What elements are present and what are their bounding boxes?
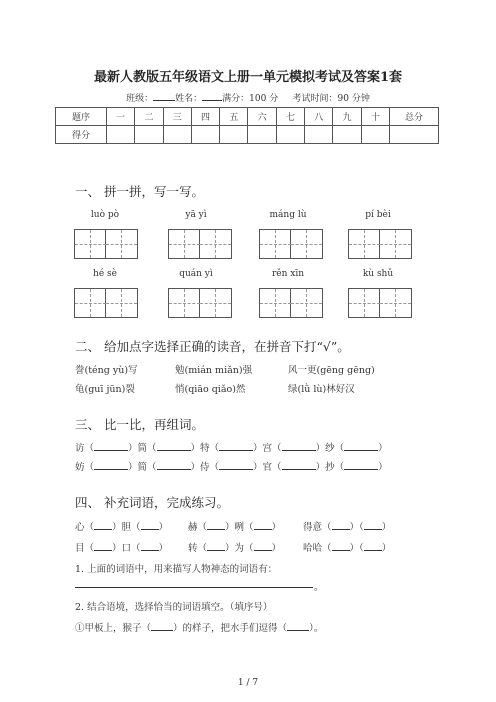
score-header-cell: 七 <box>276 108 304 126</box>
char-label: ）特（ <box>190 443 220 454</box>
section2-heading: 二、 给加点字选择正确的读音，在拼音下打“√”。 <box>75 339 350 354</box>
writing-grid[interactable] <box>259 288 323 318</box>
score-table-header-row <box>56 108 439 126</box>
idiom-part: 心（ <box>75 522 95 533</box>
score-header-cell: 一 <box>107 108 135 126</box>
answer-blank[interactable] <box>282 441 316 451</box>
reading-choice[interactable]: 绿(lǜ lù)林好汉 <box>288 384 355 395</box>
char-label: ）抄（ <box>315 462 345 473</box>
score-cell[interactable] <box>276 126 304 144</box>
writing-grid[interactable] <box>74 288 138 318</box>
pinyin-label: luò pò <box>90 210 120 220</box>
reading-choice[interactable]: 誊(téng yù)写 <box>75 365 138 376</box>
question-1: 1. 上面的词语中，用来描写人物神态的词语有： <box>75 564 278 575</box>
reading-choice[interactable]: 悄(qiāo qiǎo)然 <box>175 384 246 395</box>
pinyin-label: yā yì <box>185 210 207 220</box>
score-header-cell: 五 <box>220 108 248 126</box>
answer-blank[interactable] <box>207 520 225 530</box>
writing-grid[interactable] <box>74 229 138 259</box>
question-2: 2. 结合语境，选择恰当的词语填空。（填序号） <box>75 602 273 613</box>
char-label: 妨（ <box>75 462 95 473</box>
compare-line-1 <box>75 440 388 454</box>
score-cell[interactable] <box>220 126 248 144</box>
exam-time: 考试时间：90 分钟 <box>292 94 370 104</box>
answer-blank[interactable] <box>94 441 128 451</box>
answer-blank[interactable] <box>364 541 382 551</box>
answer-blank[interactable] <box>254 520 272 530</box>
answer-blank[interactable] <box>344 441 378 451</box>
answer-blank[interactable] <box>332 520 350 530</box>
answer-blank[interactable] <box>157 460 191 470</box>
pinyin-label: máng lù <box>269 210 307 220</box>
score-cell[interactable] <box>361 126 389 144</box>
answer-blank[interactable] <box>94 541 112 551</box>
answer-blank[interactable] <box>157 441 191 451</box>
class-label: 班级： <box>126 94 154 104</box>
name-blank[interactable] <box>202 91 222 101</box>
pinyin-label: rěn xīn <box>271 269 305 279</box>
score-cell[interactable] <box>135 126 163 144</box>
score-table-score-row <box>56 126 439 144</box>
reading-choice[interactable]: 龟(guī jūn)裂 <box>75 384 135 395</box>
compare-line-2 <box>75 459 388 473</box>
sentence-part: ）。 <box>309 623 324 634</box>
section3-heading: 三、 比一比，再组词。 <box>75 417 204 432</box>
idiom-part: ）（ <box>349 522 364 533</box>
answer-blank[interactable] <box>141 520 159 530</box>
char-label: ）宫（ <box>253 443 282 454</box>
score-cell[interactable] <box>390 126 439 144</box>
document-title: 最新人教版五年级语文上册一单元模拟考试及答案1套 <box>93 70 403 85</box>
score-cell[interactable] <box>305 126 333 144</box>
idiom-part: ） <box>381 543 392 554</box>
class-blank[interactable] <box>153 91 175 101</box>
idiom-part: 得意（ <box>303 522 332 533</box>
score-header-cell: 总分 <box>390 108 439 126</box>
answer-blank[interactable] <box>287 621 309 631</box>
page-number: 1 / 7 <box>237 678 259 688</box>
answer-blank[interactable] <box>332 541 350 551</box>
answer-line-end: 。 <box>314 582 324 593</box>
sentence-part: ）的样子，把水手们逗得（ <box>173 623 288 634</box>
answer-blank[interactable] <box>282 460 316 470</box>
writing-grid[interactable] <box>348 288 412 318</box>
writing-grid[interactable] <box>259 229 323 259</box>
reading-choice[interactable]: 风一更(gēng gēng) <box>288 365 375 376</box>
exam-info-line <box>0 91 496 104</box>
name-label: 姓名： <box>175 94 203 104</box>
score-header-cell: 八 <box>305 108 333 126</box>
score-cell[interactable] <box>333 126 361 144</box>
pinyin-label: hé sè <box>93 269 117 279</box>
idiom-line-2 <box>75 540 168 554</box>
answer-blank[interactable] <box>94 460 128 470</box>
char-label: 访（ <box>75 443 95 454</box>
answer-blank[interactable] <box>219 460 253 470</box>
idiom-part: ） <box>158 522 169 533</box>
idiom-part: 哈哈（ <box>303 543 332 554</box>
pinyin-label: pí bèi <box>365 210 391 220</box>
char-label: ）官（ <box>253 462 282 473</box>
answer-blank[interactable] <box>94 520 112 530</box>
writing-grid[interactable] <box>348 229 412 259</box>
pinyin-label: quán yì <box>179 269 213 279</box>
idiom-part: 赫（ <box>188 522 208 533</box>
answer-blank[interactable] <box>344 460 378 470</box>
idiom-line-1c <box>303 519 391 533</box>
answer-line[interactable] <box>75 587 313 588</box>
char-label: ） <box>378 462 388 473</box>
score-header-cell: 六 <box>248 108 276 126</box>
score-cell[interactable] <box>107 126 135 144</box>
question-2-item-1 <box>75 620 323 634</box>
idiom-part: ） <box>381 522 392 533</box>
score-header-cell: 二 <box>135 108 163 126</box>
full-score: 满分：100 分 <box>222 94 279 104</box>
pinyin-label: kù shǔ <box>362 269 394 279</box>
char-label: ）纱（ <box>315 443 345 454</box>
score-header-cell: 题序 <box>56 108 107 126</box>
answer-blank[interactable] <box>219 441 253 451</box>
idiom-line-1b <box>188 519 281 533</box>
idiom-part: ）（ <box>349 543 364 554</box>
idiom-part: ） <box>158 543 169 554</box>
score-header-cell: 三 <box>163 108 191 126</box>
section4-heading: 四、 补充词语，完成练习。 <box>75 495 229 510</box>
idiom-part: ）咧（ <box>225 522 254 533</box>
idiom-part: ） <box>271 522 282 533</box>
score-row-label: 得分 <box>56 126 107 144</box>
score-header-cell: 十 <box>361 108 389 126</box>
score-header-cell: 九 <box>333 108 361 126</box>
answer-blank[interactable] <box>151 621 173 631</box>
answer-blank[interactable] <box>141 541 159 551</box>
char-label: ）筒（ <box>128 443 157 454</box>
section1-heading: 一、 拼一拼，写一写。 <box>75 184 204 199</box>
idiom-part: 转（ <box>188 543 208 554</box>
score-cell[interactable] <box>191 126 219 144</box>
score-cell[interactable] <box>248 126 276 144</box>
writing-grid[interactable] <box>168 288 232 318</box>
idiom-line-2b <box>188 540 281 554</box>
answer-blank[interactable] <box>364 520 382 530</box>
answer-blank[interactable] <box>207 541 225 551</box>
idiom-line-1 <box>75 519 168 533</box>
idiom-part: 目（ <box>75 543 95 554</box>
score-header-cell: 四 <box>191 108 219 126</box>
char-label: ）简（ <box>128 462 157 473</box>
sentence-part: ①甲板上，猴子（ <box>75 623 152 634</box>
answer-blank[interactable] <box>254 541 272 551</box>
idiom-part: ）为（ <box>225 543 254 554</box>
idiom-part: ）胆（ <box>112 522 141 533</box>
idiom-part: ） <box>271 543 282 554</box>
idiom-part: ）口（ <box>112 543 141 554</box>
char-label: ）侍（ <box>190 462 220 473</box>
score-table <box>55 107 439 144</box>
idiom-line-2c <box>303 540 391 554</box>
reading-choice[interactable]: 勉(mián miǎn)强 <box>175 365 253 376</box>
char-label: ） <box>378 443 388 454</box>
writing-grid[interactable] <box>168 229 232 259</box>
score-cell[interactable] <box>163 126 191 144</box>
